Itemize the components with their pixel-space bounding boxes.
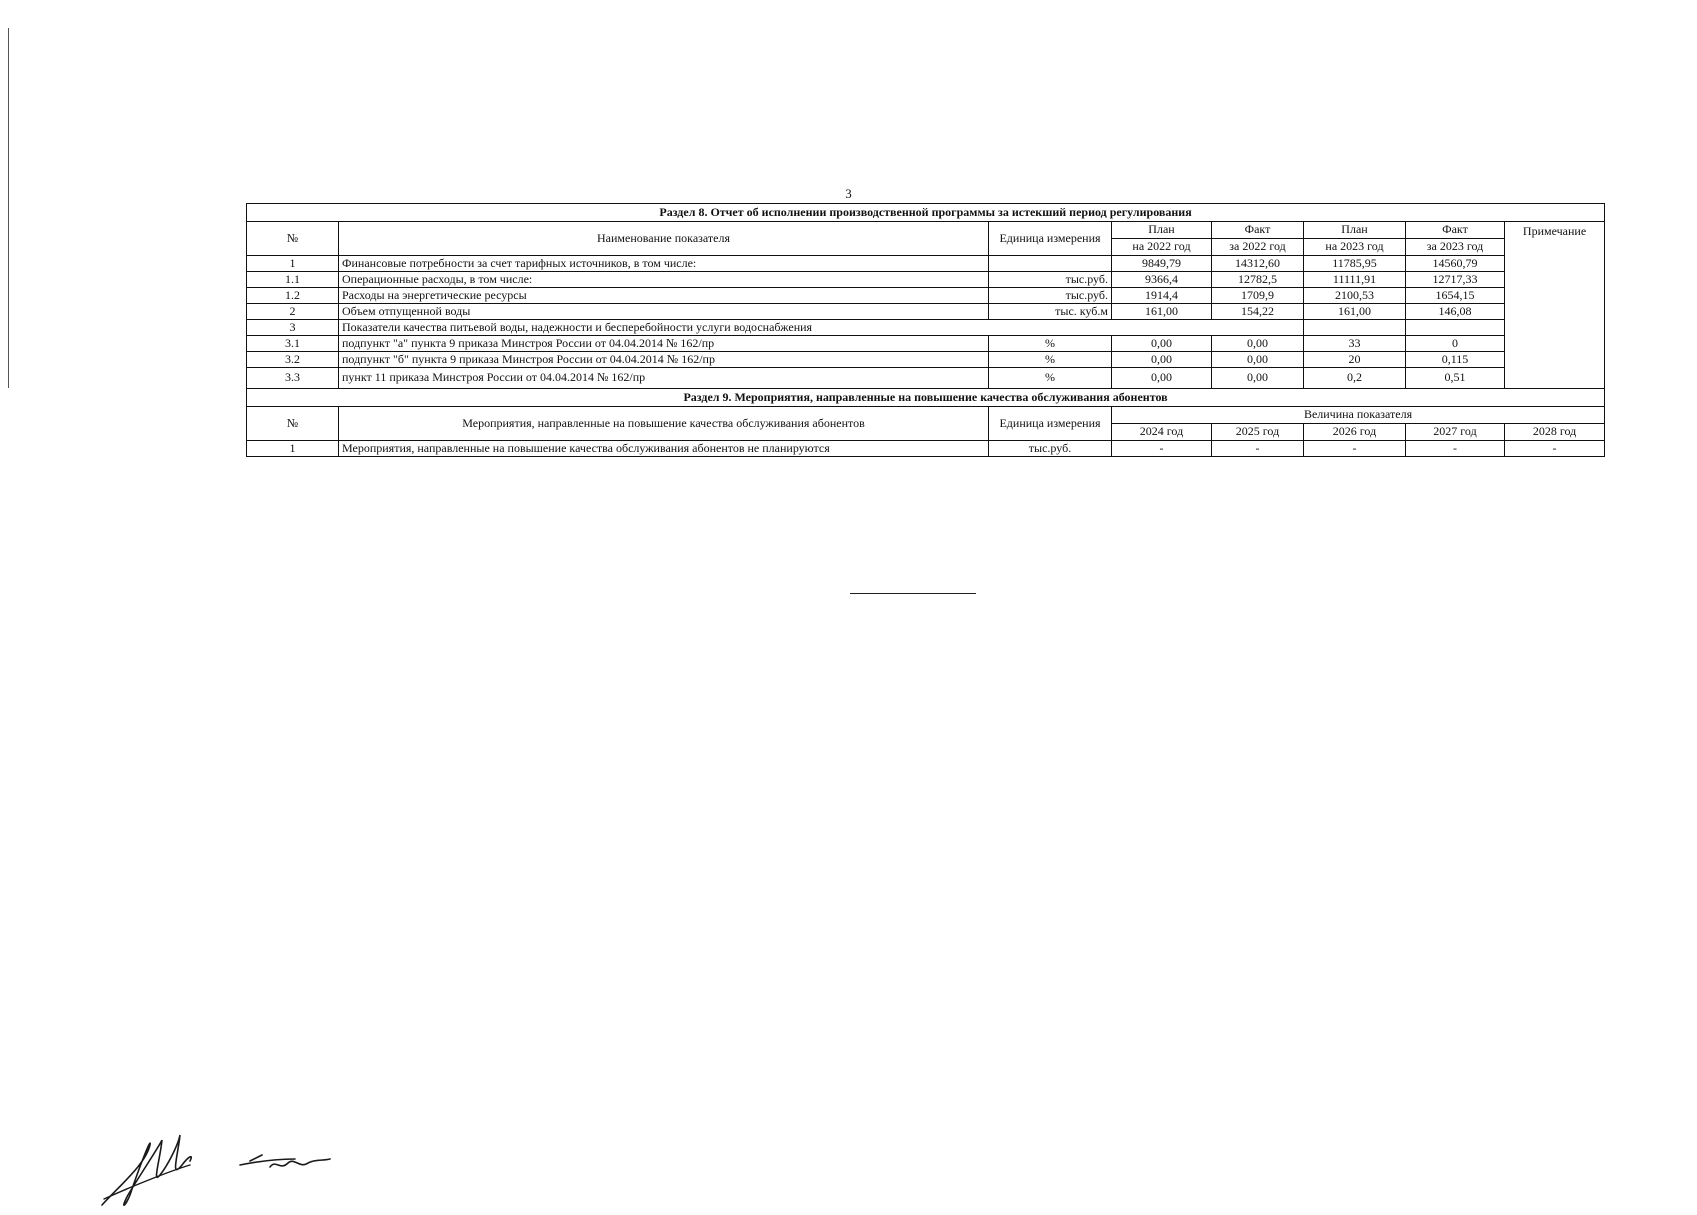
section9-header-row-1 [247,407,1605,424]
row-plan-2022: 1914,4 [1112,288,1212,304]
header-fact-2023-a: Факт [1406,222,1505,239]
header-plan-2022-a: План [1112,222,1212,239]
table-row [247,304,1605,320]
row-plan-2022: 0,00 [1112,336,1212,352]
row-fact-2022: 1709,9 [1212,288,1304,304]
row-no: 3.3 [247,368,339,389]
row-fact-2023: 1654,15 [1406,288,1505,304]
row-fact-2023 [1406,320,1505,336]
row-no: 1 [247,441,339,457]
table-row [247,320,1605,336]
row-name: пункт 11 приказа Минстроя России от 04.04.2014 № 162/пр [339,368,989,389]
row-value: - [1406,441,1505,457]
header-fact-2022-a: Факт [1212,222,1304,239]
header-plan-2023-a: План [1304,222,1406,239]
header-no: № [247,407,339,441]
row-name: Финансовые потребности за счет тарифных источников, в том числе: [339,256,989,272]
header-unit: Единица измерения [989,222,1112,256]
row-plan-2023 [1304,320,1406,336]
row-unit: % [989,368,1112,389]
table-row [247,336,1605,352]
header-year: 2025 год [1212,424,1304,441]
header-value: Величина показателя [1112,407,1605,424]
end-rule [850,593,976,594]
row-name: подпункт "б" пункта 9 приказа Минстроя России от 04.04.2014 № 162/пр [339,352,989,368]
row-fact-2023: 146,08 [1406,304,1505,320]
header-note: Примечание [1505,222,1605,389]
section9-title-row [247,389,1605,407]
row-value: - [1505,441,1605,457]
row-unit: % [989,336,1112,352]
row-plan-2022: 9849,79 [1112,256,1212,272]
table-row [247,441,1605,457]
row-fact-2022: 154,22 [1212,304,1304,320]
header-year: 2028 год [1505,424,1605,441]
header-name: Мероприятия, направленные на повышение качества обслуживания абонентов [339,407,989,441]
table-row [247,368,1605,389]
row-no: 1.2 [247,288,339,304]
row-plan-2023: 2100,53 [1304,288,1406,304]
header-unit: Единица измерения [989,407,1112,441]
row-fact-2022: 0,00 [1212,368,1304,389]
header-year: 2027 год [1406,424,1505,441]
row-no: 1.1 [247,272,339,288]
section8-title-row [247,204,1605,222]
row-no: 3.2 [247,352,339,368]
row-name: Расходы на энергетические ресурсы [339,288,989,304]
handwritten-signature [90,1125,370,1215]
row-name: Мероприятия, направленные на повышение качества обслуживания абонентов не планируются [339,441,989,457]
row-unit: % [989,352,1112,368]
row-name: подпункт "а" пункта 9 приказа Минстроя России от 04.04.2014 № 162/пр [339,336,989,352]
row-fact-2022: 12782,5 [1212,272,1304,288]
table-row [247,272,1605,288]
row-plan-2023: 20 [1304,352,1406,368]
row-fact-2023: 0,115 [1406,352,1505,368]
row-fact-2022: 14312,60 [1212,256,1304,272]
table-row [247,352,1605,368]
row-plan-2022: 0,00 [1112,368,1212,389]
row-name: Показатели качества питьевой воды, надежности и бесперебойности услуги водоснабжения [339,320,1304,336]
header-plan-2022-b: на 2022 год [1112,239,1212,256]
table-row [247,288,1605,304]
header-plan-2023-b: на 2023 год [1304,239,1406,256]
table-row [247,256,1605,272]
row-no: 2 [247,304,339,320]
row-fact-2022: 0,00 [1212,352,1304,368]
row-fact-2023: 0,51 [1406,368,1505,389]
row-unit: тыс.руб. [989,272,1112,288]
section8-header-row-1 [247,222,1605,239]
row-fact-2023: 14560,79 [1406,256,1505,272]
row-name: Операционные расходы, в том числе: [339,272,989,288]
header-fact-2022-b: за 2022 год [1212,239,1304,256]
row-value: - [1304,441,1406,457]
header-name: Наименование показателя [339,222,989,256]
row-plan-2022: 161,00 [1112,304,1212,320]
row-plan-2022: 9366,4 [1112,272,1212,288]
row-name: Объем отпущенной воды [339,304,989,320]
section9-title: Раздел 9. Мероприятия, направленные на повышение качества обслуживания абонентов [247,389,1605,407]
row-unit [989,256,1112,272]
page-number: 3 [845,186,852,201]
header-fact-2023-b: за 2023 год [1406,239,1505,256]
row-plan-2023: 11785,95 [1304,256,1406,272]
row-plan-2023: 11111,91 [1304,272,1406,288]
header-no: № [247,222,339,256]
left-margin-rule [8,28,9,388]
row-plan-2023: 33 [1304,336,1406,352]
row-value: - [1112,441,1212,457]
row-no: 3 [247,320,339,336]
row-plan-2023: 161,00 [1304,304,1406,320]
header-year: 2024 год [1112,424,1212,441]
row-plan-2023: 0,2 [1304,368,1406,389]
section8-title: Раздел 8. Отчет об исполнении производственной программы за истекший период регулирования [247,204,1605,222]
row-plan-2022: 0,00 [1112,352,1212,368]
row-value: - [1212,441,1304,457]
row-fact-2023: 12717,33 [1406,272,1505,288]
row-unit: тыс.руб. [989,441,1112,457]
row-no: 3.1 [247,336,339,352]
header-year: 2026 год [1304,424,1406,441]
report-table [246,203,1605,457]
row-unit: тыс. куб.м [989,304,1112,320]
row-no: 1 [247,256,339,272]
row-unit: тыс.руб. [989,288,1112,304]
row-fact-2022: 0,00 [1212,336,1304,352]
row-fact-2023: 0 [1406,336,1505,352]
